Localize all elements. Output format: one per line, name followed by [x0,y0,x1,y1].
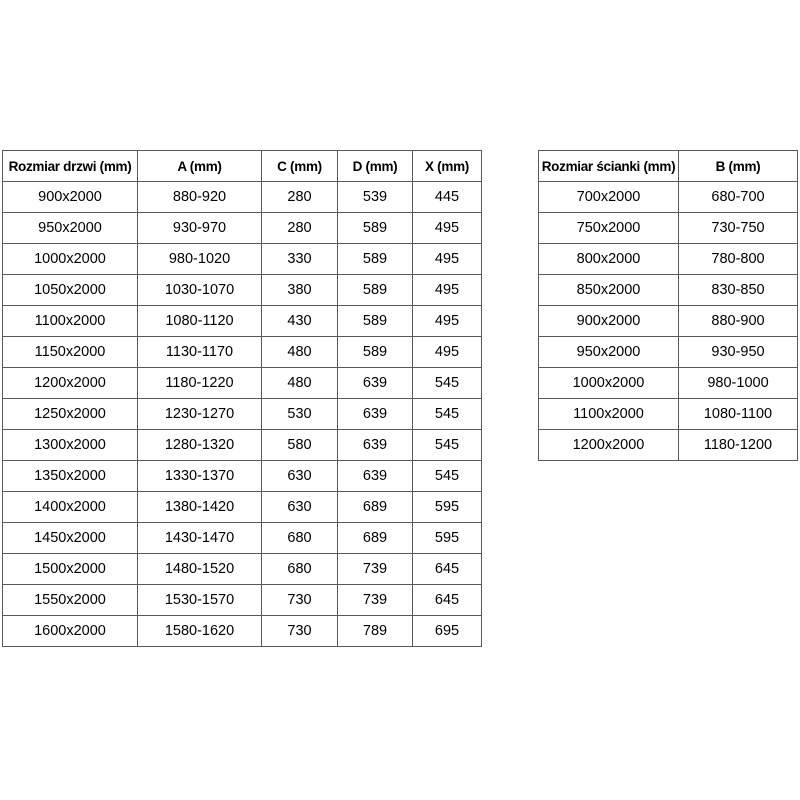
table-cell: 680 [262,523,338,554]
table-cell: 750x2000 [539,213,679,244]
table-cell: 1580-1620 [138,616,262,647]
table-row [3,430,482,461]
table-cell: 539 [338,182,413,213]
table-cell: 930-950 [679,337,798,368]
table-cell: 830-850 [679,275,798,306]
table-cell: 1200x2000 [3,368,138,399]
table-cell: 645 [413,585,482,616]
table-cell: 739 [338,554,413,585]
table-cell: 580 [262,430,338,461]
table-cell: 1350x2000 [3,461,138,492]
table-cell: 1130-1170 [138,337,262,368]
table-cell: 639 [338,368,413,399]
table-row [3,213,482,244]
table-cell: 630 [262,461,338,492]
table-row [3,182,482,213]
table-row [3,399,482,430]
table-cell: 950x2000 [3,213,138,244]
column-header: A (mm) [138,151,262,182]
table-cell: 639 [338,399,413,430]
table-cell: 495 [413,213,482,244]
table-cell: 900x2000 [539,306,679,337]
table-cell: 1500x2000 [3,554,138,585]
table-cell: 1430-1470 [138,523,262,554]
table-cell: 695 [413,616,482,647]
table-cell: 495 [413,275,482,306]
table-cell: 1180-1200 [679,430,798,461]
table-row [539,275,798,306]
table-row [539,337,798,368]
table-row [3,585,482,616]
table-cell: 445 [413,182,482,213]
table-row [539,244,798,275]
table-row [539,368,798,399]
column-header: D (mm) [338,151,413,182]
table-cell: 1100x2000 [539,399,679,430]
table-cell: 330 [262,244,338,275]
table-cell: 980-1000 [679,368,798,399]
table-cell: 1180-1220 [138,368,262,399]
table-cell: 280 [262,182,338,213]
table-cell: 1100x2000 [3,306,138,337]
table-cell: 589 [338,213,413,244]
table-row [539,182,798,213]
table-cell: 680-700 [679,182,798,213]
table-cell: 495 [413,244,482,275]
table-row [539,399,798,430]
table-cell: 630 [262,492,338,523]
table-cell: 730-750 [679,213,798,244]
table-cell: 595 [413,523,482,554]
table-cell: 545 [413,399,482,430]
table-cell: 1400x2000 [3,492,138,523]
wall-table-header-row [539,151,798,182]
table-cell: 789 [338,616,413,647]
table-cell: 380 [262,275,338,306]
table-cell: 1150x2000 [3,337,138,368]
table-cell: 645 [413,554,482,585]
table-cell: 480 [262,368,338,399]
table-cell: 530 [262,399,338,430]
table-row [3,554,482,585]
table-cell: 1450x2000 [3,523,138,554]
table-row [3,337,482,368]
table-row [3,275,482,306]
table-row [3,461,482,492]
table-cell: 545 [413,368,482,399]
table-cell: 589 [338,306,413,337]
table-cell: 495 [413,306,482,337]
table-cell: 545 [413,430,482,461]
table-row [539,306,798,337]
table-cell: 1230-1270 [138,399,262,430]
table-row [3,523,482,554]
table-cell: 1050x2000 [3,275,138,306]
table-cell: 1000x2000 [3,244,138,275]
table-cell: 639 [338,461,413,492]
table-cell: 1250x2000 [3,399,138,430]
table-row [3,616,482,647]
table-cell: 495 [413,337,482,368]
table-cell: 1600x2000 [3,616,138,647]
table-cell: 280 [262,213,338,244]
table-cell: 800x2000 [539,244,679,275]
table-cell: 1080-1100 [679,399,798,430]
column-header: Rozmiar ścianki (mm) [539,151,679,182]
table-row [3,306,482,337]
table-row [3,492,482,523]
door-size-table [2,150,482,647]
table-row [3,368,482,399]
table-cell: 730 [262,616,338,647]
table-cell: 1330-1370 [138,461,262,492]
table-cell: 1480-1520 [138,554,262,585]
table-cell: 880-920 [138,182,262,213]
table-cell: 480 [262,337,338,368]
table-cell: 589 [338,244,413,275]
table-cell: 950x2000 [539,337,679,368]
table-cell: 595 [413,492,482,523]
table-cell: 430 [262,306,338,337]
table-cell: 700x2000 [539,182,679,213]
table-cell: 930-970 [138,213,262,244]
table-cell: 589 [338,337,413,368]
table-cell: 545 [413,461,482,492]
table-cell: 1000x2000 [539,368,679,399]
table-row [539,213,798,244]
table-row [539,430,798,461]
column-header: X (mm) [413,151,482,182]
column-header: C (mm) [262,151,338,182]
table-cell: 689 [338,492,413,523]
table-cell: 1030-1070 [138,275,262,306]
table-cell: 1380-1420 [138,492,262,523]
table-cell: 1550x2000 [3,585,138,616]
table-cell: 880-900 [679,306,798,337]
table-cell: 900x2000 [3,182,138,213]
column-header: B (mm) [679,151,798,182]
table-cell: 1200x2000 [539,430,679,461]
table-cell: 850x2000 [539,275,679,306]
table-cell: 680 [262,554,338,585]
table-cell: 739 [338,585,413,616]
table-cell: 1080-1120 [138,306,262,337]
table-cell: 1280-1320 [138,430,262,461]
table-cell: 730 [262,585,338,616]
table-cell: 689 [338,523,413,554]
column-header: Rozmiar drzwi (mm) [3,151,138,182]
table-cell: 780-800 [679,244,798,275]
table-cell: 639 [338,430,413,461]
table-cell: 589 [338,275,413,306]
table-row [3,244,482,275]
wall-size-table [538,150,798,461]
table-cell: 1530-1570 [138,585,262,616]
table-cell: 980-1020 [138,244,262,275]
table-cell: 1300x2000 [3,430,138,461]
door-table-header-row [3,151,482,182]
